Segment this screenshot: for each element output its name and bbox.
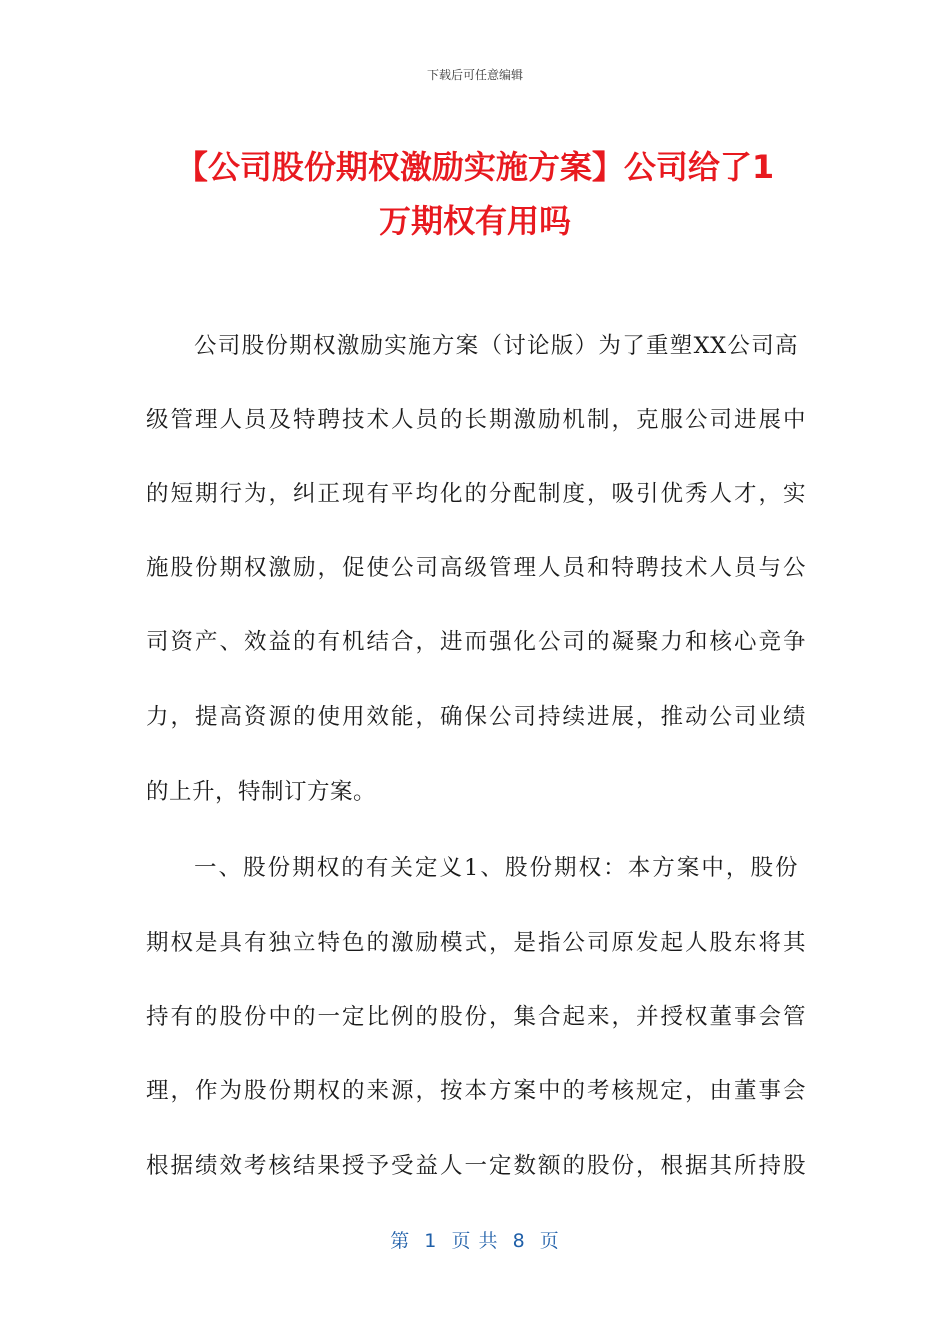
header-note: 下载后可任意编辑 xyxy=(426,68,523,82)
text-line: 根据绩效考核结果授予受益人一定数额的股份，根据其所持股 xyxy=(146,1153,806,1179)
text-line: 级管理人员及特聘技术人员的长期激励机制，克服公司进展中 xyxy=(146,407,806,433)
text-line: 力，提高资源的使用效能，确保公司持续进展，推动公司业绩 xyxy=(146,704,806,730)
text-line: 的上升，特制订方案。 xyxy=(146,779,377,805)
document-title: 【公司股份期权激励实施方案】公司给了1 万期权有用吗 xyxy=(175,148,775,240)
text-line: 持有的股份中的一定比例的股份，集合起来，并授权董事会管 xyxy=(146,1004,806,1030)
text-line: 公司股份期权激励实施方案（讨论版）为了重塑XX公司高 xyxy=(194,333,798,359)
text-line: 的短期行为，纠正现有平均化的分配制度，吸引优秀人才，实 xyxy=(146,481,806,507)
text-line: 期权是具有独立特色的激励模式，是指公司原发起人股东将其 xyxy=(146,930,806,956)
text-line: 司资产、效益的有机结合，进而强化公司的凝聚力和核心竞争 xyxy=(146,629,806,655)
text-line: 理，作为股份期权的来源，按本方案中的考核规定，由董事会 xyxy=(146,1078,806,1104)
text-line: 一、股份期权的有关定义1、股份期权：本方案中，股份 xyxy=(194,855,798,881)
page-number-footer: 第 1 页 共 8 页 xyxy=(390,1230,560,1252)
text-line: 施股份期权激励，促使公司高级管理人员和特聘技术人员与公 xyxy=(146,555,806,581)
